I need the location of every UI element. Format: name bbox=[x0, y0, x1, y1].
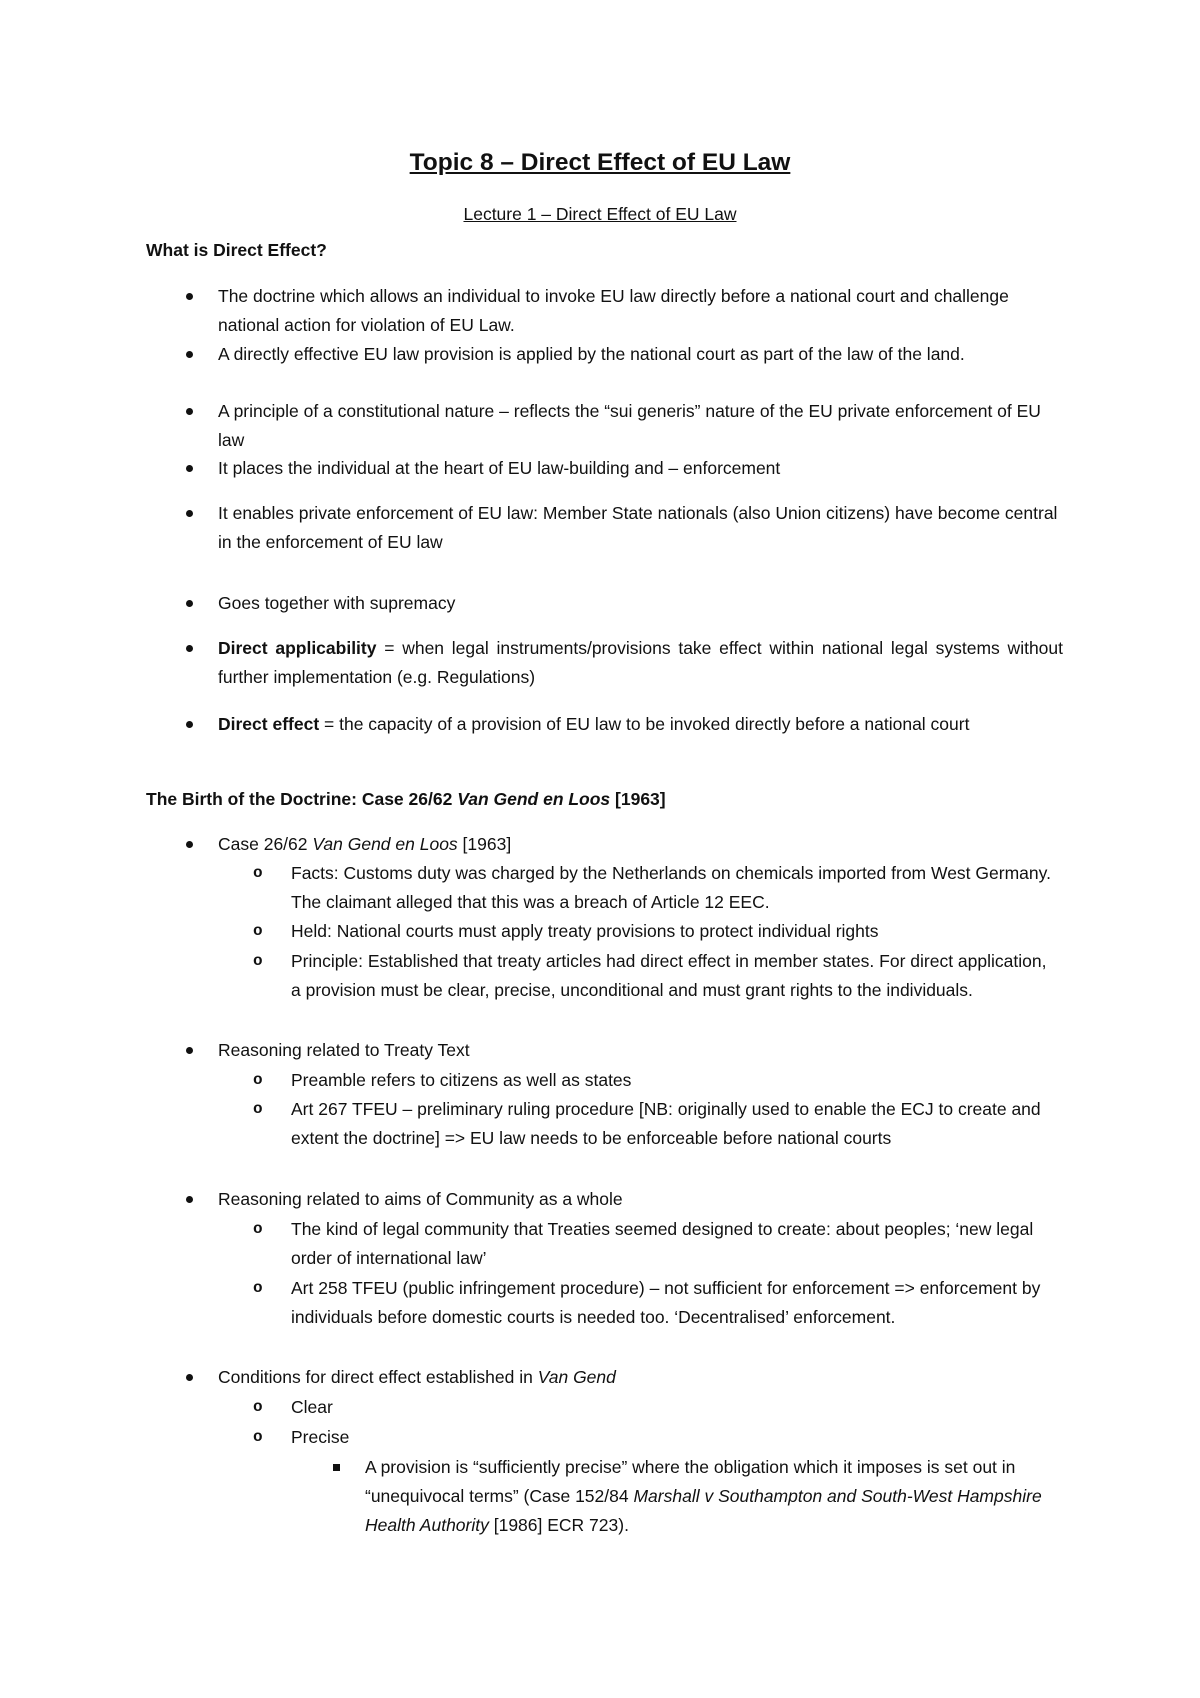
circle-bullet-icon: o bbox=[253, 1428, 263, 1446]
bullet-item-treaty-text: Reasoning related to Treaty Text bbox=[218, 1040, 470, 1060]
sub-sub-item-sufficiently-precise: A provision is “sufficiently precise” where the obligation which it imposes is set out in “unequivocal terms” (Case 152/84 Marshall v Southampton and South-West Hampshire Health Authority [1986] ECR 723). bbox=[365, 1457, 1042, 1535]
sub-item-principle: o Principle: Established that treaty articles had direct effect in member states. For direct application, a provision must be clear, precise, unconditional and must grant rights to the individuals. bbox=[291, 947, 1051, 1005]
sub-item-clear: o Clear bbox=[291, 1393, 1051, 1422]
sub-item-precise: o Precise bbox=[291, 1423, 1051, 1452]
bullet-item-direct-applicability: Direct applicability = when legal instruments/provisions take effect within national legal systems without further implementation (e.g. Regulations) bbox=[218, 638, 1064, 687]
bullet-item: It enables private enforcement of EU law: Member State nationals (also Union citizens) have become central in the enforcement of EU law bbox=[218, 503, 1058, 552]
bullet-item-direct-effect: Direct effect = the capacity of a provision of EU law to be invoked directly before a national court bbox=[218, 714, 970, 734]
section-heading-birth-of-doctrine: The Birth of the Doctrine: Case 26/62 Van Gend en Loos [1963] bbox=[146, 789, 666, 809]
bullet-item: A directly effective EU law provision is applied by the national court as part of the law of the land. bbox=[218, 344, 965, 364]
sub-item-held: o Held: National courts must apply treaty provisions to protect individual rights bbox=[291, 917, 1051, 946]
lecture-subtitle: Lecture 1 – Direct Effect of EU Law bbox=[463, 204, 737, 224]
bullet-item: The doctrine which allows an individual to invoke EU law directly before a national court and challenge national action for violation of EU Law. bbox=[218, 286, 1009, 335]
sub-item-art-267: o Art 267 TFEU – preliminary ruling procedure [NB: originally used to enable the ECJ to create and extent the doctrine] => EU law needs to be enforceable before national courts bbox=[291, 1095, 1051, 1153]
bullet-item-aims: Reasoning related to aims of Community as a whole bbox=[218, 1189, 623, 1209]
circle-bullet-icon: o bbox=[253, 922, 263, 940]
term-direct-effect: Direct effect bbox=[218, 714, 320, 734]
circle-bullet-icon: o bbox=[253, 952, 263, 970]
sub-item-facts: o Facts: Customs duty was charged by the Netherlands on chemicals imported from West Germany. The claimant alleged that this was a breach of Article 12 EEC. bbox=[291, 859, 1051, 917]
sub-item-art-258: o Art 258 TFEU (public infringement procedure) – not sufficient for enforcement => enforcement by individuals before domestic courts is needed too. ‘Decentralised’ enforcement. bbox=[291, 1274, 1051, 1332]
bullet-item: It places the individual at the heart of EU law-building and – enforcement bbox=[218, 458, 781, 478]
section-heading-what-is-direct-effect: What is Direct Effect? bbox=[146, 240, 327, 260]
bullet-item: A principle of a constitutional nature – reflects the “sui generis” nature of the EU private enforcement of EU law bbox=[218, 401, 1041, 450]
circle-bullet-icon: o bbox=[253, 1398, 263, 1416]
bullet-item-case: Case 26/62 Van Gend en Loos [1963] bbox=[218, 834, 512, 854]
document-title: Topic 8 – Direct Effect of EU Law bbox=[409, 149, 791, 176]
circle-bullet-icon: o bbox=[253, 1220, 263, 1238]
circle-bullet-icon: o bbox=[253, 1279, 263, 1297]
circle-bullet-icon: o bbox=[253, 1071, 263, 1089]
circle-bullet-icon: o bbox=[253, 864, 263, 882]
term-direct-applicability: Direct applicability bbox=[218, 638, 377, 658]
bullet-item-conditions: Conditions for direct effect established in Van Gend bbox=[218, 1367, 616, 1387]
circle-bullet-icon: o bbox=[253, 1100, 263, 1118]
bullet-item: Goes together with supremacy bbox=[218, 593, 456, 613]
sub-item-preamble: o Preamble refers to citizens as well as states bbox=[291, 1066, 1051, 1095]
sub-item-legal-community: o The kind of legal community that Treaties seemed designed to create: about peoples; ‘new legal order of international law’ bbox=[291, 1215, 1051, 1273]
